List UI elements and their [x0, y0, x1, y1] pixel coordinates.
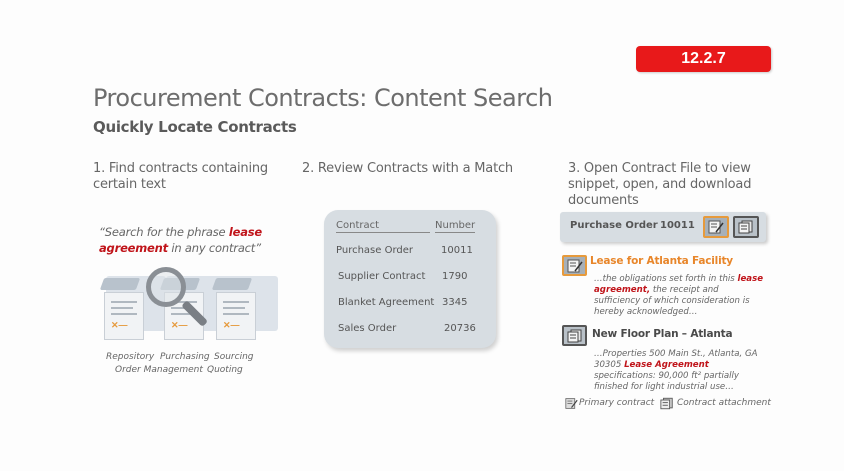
page-title: Procurement Contracts: Content Search	[93, 84, 553, 112]
quote-highlight-lease: lease	[228, 225, 263, 239]
step-3-text: 3. Open Contract File to view snippet, open, and download documents	[568, 161, 752, 208]
label-sourcing: Sourcing	[214, 352, 254, 362]
sourcing-documents-icon: ✕—	[212, 276, 268, 338]
primary-contract-icon[interactable]	[562, 255, 587, 276]
table-cell-number: 3345	[442, 297, 468, 308]
snippet-text-post: specifications: 90,000 ft² partially finished for light industrial use…	[594, 371, 739, 392]
quote-highlight-agreement: agreement	[99, 241, 168, 255]
quote-text-post: in any contract”	[167, 241, 261, 255]
contract-attachment-icon[interactable]	[733, 216, 759, 238]
legend-attachment-label: Contract attachment	[677, 398, 771, 408]
search-phrase-quote	[99, 224, 279, 256]
legend-primary-label: Primary contract	[579, 398, 655, 408]
column-header-number: Number	[435, 220, 476, 231]
label-order-management: Order Management	[115, 365, 203, 375]
snippet-highlight: lease agreement,	[594, 274, 764, 295]
column-header-contract: Contract	[336, 220, 430, 233]
contract-file-label: Purchase Order	[570, 220, 658, 231]
snippet-highlight: Lease Agreement	[624, 360, 709, 370]
table-cell-contract[interactable]: Supplier Contract	[338, 271, 426, 282]
contract-file-bar	[560, 212, 766, 242]
result-title-link[interactable]: Lease for Atlanta Facility	[590, 255, 733, 267]
contract-attachment-icon[interactable]	[562, 325, 587, 346]
label-purchasing: Purchasing	[160, 352, 210, 362]
quote-text-pre: “Search for the phrase	[99, 225, 229, 239]
contract-file-number: 10011	[660, 220, 695, 231]
table-cell-number: 1790	[442, 271, 468, 282]
result-snippet	[594, 274, 764, 318]
table-cell-number: 20736	[444, 323, 476, 334]
snippet-text-post: the receipt and sufficiency of which consideration is hereby acknowledged…	[594, 285, 750, 317]
page-subtitle: Quickly Locate Contracts	[93, 118, 297, 136]
table-cell-contract[interactable]: Sales Order	[338, 323, 397, 334]
table-cell-contract[interactable]: Purchase Order	[336, 245, 414, 256]
legend-attachment-icon	[660, 397, 674, 415]
snippet-text-pre: …the obligations set forth in this	[594, 274, 738, 284]
label-repository: Repository	[106, 352, 155, 362]
table-cell-contract[interactable]: Blanket Agreement	[338, 297, 435, 308]
result-snippet	[594, 349, 766, 393]
legend-primary-icon	[565, 397, 578, 415]
purchasing-documents-icon: ✕—	[160, 276, 216, 338]
repository-documents-icon: ✕—	[100, 276, 156, 338]
contracts-match-table	[324, 210, 496, 348]
step-2-text: 2. Review Contracts with a Match	[302, 161, 513, 176]
version-badge: 12.2.7	[636, 46, 771, 72]
step-1-text: 1. Find contracts containing certain text	[93, 161, 268, 192]
primary-contract-icon[interactable]	[703, 216, 729, 238]
label-quoting: Quoting	[207, 365, 243, 375]
table-cell-number: 10011	[441, 245, 473, 256]
result-title-link[interactable]: New Floor Plan – Atlanta	[592, 328, 733, 340]
magnifying-glass-icon	[146, 267, 206, 337]
snippet-text-pre: …Properties 500 Main St., Atlanta, GA 30305	[594, 349, 758, 370]
